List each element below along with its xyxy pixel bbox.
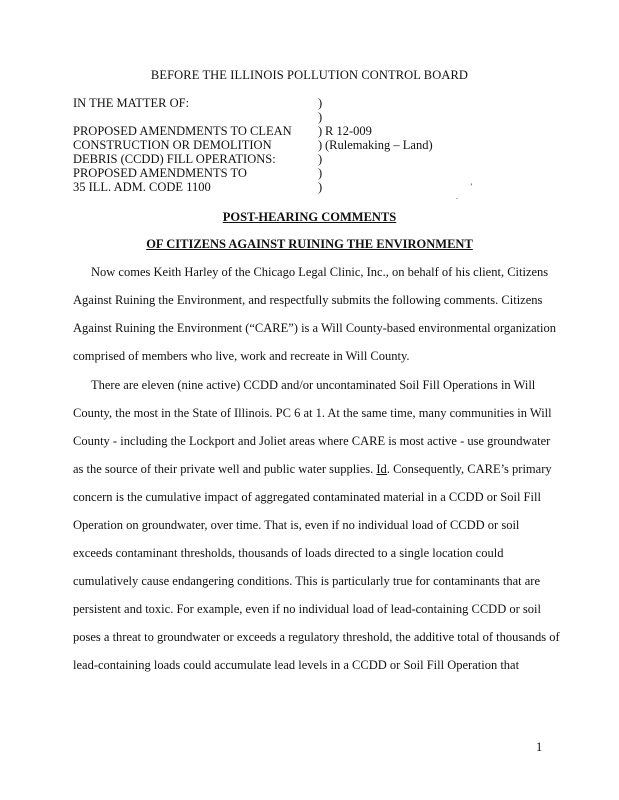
caption-paren: ) bbox=[318, 138, 323, 152]
paragraph-2-line: County - including the Lockport and Joliet areas where CARE is most active - use groundwater bbox=[73, 434, 551, 448]
docket-number: R 12-009 bbox=[325, 124, 372, 138]
heading-citizens: OF CITIZENS AGAINST RUINING THE ENVIRONMENT bbox=[146, 237, 473, 251]
page-number: 1 bbox=[536, 740, 543, 754]
paragraph-2-line-with-id bbox=[73, 462, 552, 477]
paragraph-2-line: Operation on groundwater, over time. That is, even if no individual load of CCDD or soil bbox=[73, 518, 520, 532]
caption-paren: ) bbox=[318, 110, 323, 124]
paragraph-2-line: cumulatively cause endangering conditions. This is particularly true for contaminants that are bbox=[73, 574, 540, 588]
paragraph-1-line: Against Ruining the Environment (“CARE”) is a Will County-based environmental organization bbox=[73, 321, 556, 335]
scan-mark: . bbox=[456, 192, 458, 201]
caption-paren: ) bbox=[318, 152, 323, 166]
caption-left-line: 35 ILL. ADM. CODE 1100 bbox=[73, 180, 211, 194]
id-citation: Id bbox=[376, 462, 387, 476]
paragraph-2-line: There are eleven (nine active) CCDD and/or uncontaminated Soil Fill Operations in Will bbox=[91, 378, 536, 392]
caption-left-line: DEBRIS (CCDD) FILL OPERATIONS: bbox=[73, 152, 276, 166]
caption-paren: ) bbox=[318, 180, 323, 194]
caption-left-line: IN THE MATTER OF: bbox=[73, 96, 190, 110]
paragraph-2-line: lead-containing loads could accumulate lead levels in a CCDD or Soil Fill Operation that bbox=[73, 658, 520, 672]
paragraph-1-line: Now comes Keith Harley of the Chicago Legal Clinic, Inc., on behalf of his client, Citizens bbox=[91, 265, 549, 279]
rulemaking-type: (Rulemaking – Land) bbox=[325, 138, 433, 152]
caption-left-line: PROPOSED AMENDMENTS TO CLEAN bbox=[73, 124, 292, 138]
paragraph-1-line: comprised of members who live, work and recreate in Will County. bbox=[73, 349, 410, 363]
caption-paren: ) bbox=[318, 124, 323, 138]
scan-mark: ’ bbox=[470, 182, 473, 191]
paragraph-2-line: persistent and toxic. For example, even if no individual load of lead-containing CCDD or soil bbox=[73, 602, 541, 616]
caption-paren: ) bbox=[318, 96, 323, 110]
text-segment: . Consequently, CARE’s primary bbox=[386, 462, 552, 476]
paragraph-2-line: County, the most in the State of Illinois. PC 6 at 1. At the same time, many communities in Will bbox=[73, 406, 552, 420]
paragraph-2-line: concern is the cumulative impact of aggregated contaminated material in a CCDD or Soil Fill bbox=[73, 490, 541, 504]
paragraph-2-line: exceeds contaminant thresholds, thousands of loads directed to a single location could bbox=[73, 546, 504, 560]
paragraph-1-line: Against Ruining the Environment, and respectfully submits the following comments. Citizens bbox=[73, 293, 543, 307]
text-segment: as the source of their private well and public water supplies. bbox=[73, 462, 377, 476]
heading-post-hearing: POST-HEARING COMMENTS bbox=[222, 210, 397, 224]
paragraph-2-line: poses a threat to groundwater or exceeds a regulatory threshold, the additive total of thousands of bbox=[73, 630, 560, 644]
caption-left-line: PROPOSED AMENDMENTS TO bbox=[73, 166, 247, 180]
caption-left-line: CONSTRUCTION OR DEMOLITION bbox=[73, 138, 272, 152]
board-title: BEFORE THE ILLINOIS POLLUTION CONTROL BOARD bbox=[150, 68, 469, 82]
caption-paren: ) bbox=[318, 166, 323, 180]
